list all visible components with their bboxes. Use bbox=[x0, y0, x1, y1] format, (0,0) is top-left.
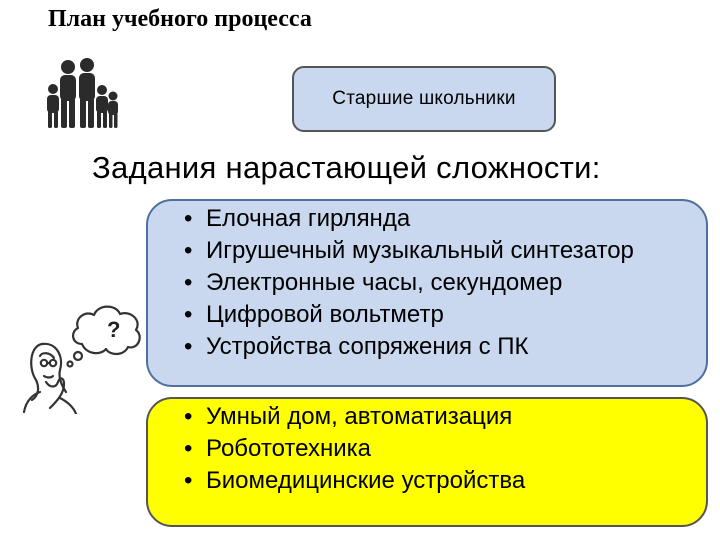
list-item: • Биомедицинские устройства bbox=[174, 465, 706, 497]
advanced-tasks-list bbox=[174, 401, 706, 497]
list-item: • Робототехника bbox=[174, 433, 706, 465]
page-title: План учебного процесса bbox=[48, 6, 312, 32]
list-item: • Елочная гирлянда bbox=[174, 203, 706, 235]
list-item: • Игрушечный музыкальный синтезатор bbox=[174, 235, 706, 267]
family-icon bbox=[44, 56, 120, 132]
section-heading: Задания нарастающей сложности: bbox=[92, 150, 601, 185]
list-item: • Устройства сопряжения с ПК bbox=[174, 331, 706, 363]
basic-tasks-box bbox=[146, 199, 708, 387]
advanced-tasks-box bbox=[146, 397, 708, 527]
audience-box: Старшие школьники bbox=[292, 66, 556, 132]
thinking-person-icon bbox=[20, 284, 150, 414]
thought-question-mark: ? bbox=[107, 317, 121, 342]
list-item: • Цифровой вольтметр bbox=[174, 299, 706, 331]
list-item: • Электронные часы, секундомер bbox=[174, 267, 706, 299]
list-item: • Умный дом, автоматизация bbox=[174, 401, 706, 433]
basic-tasks-list bbox=[174, 203, 706, 363]
